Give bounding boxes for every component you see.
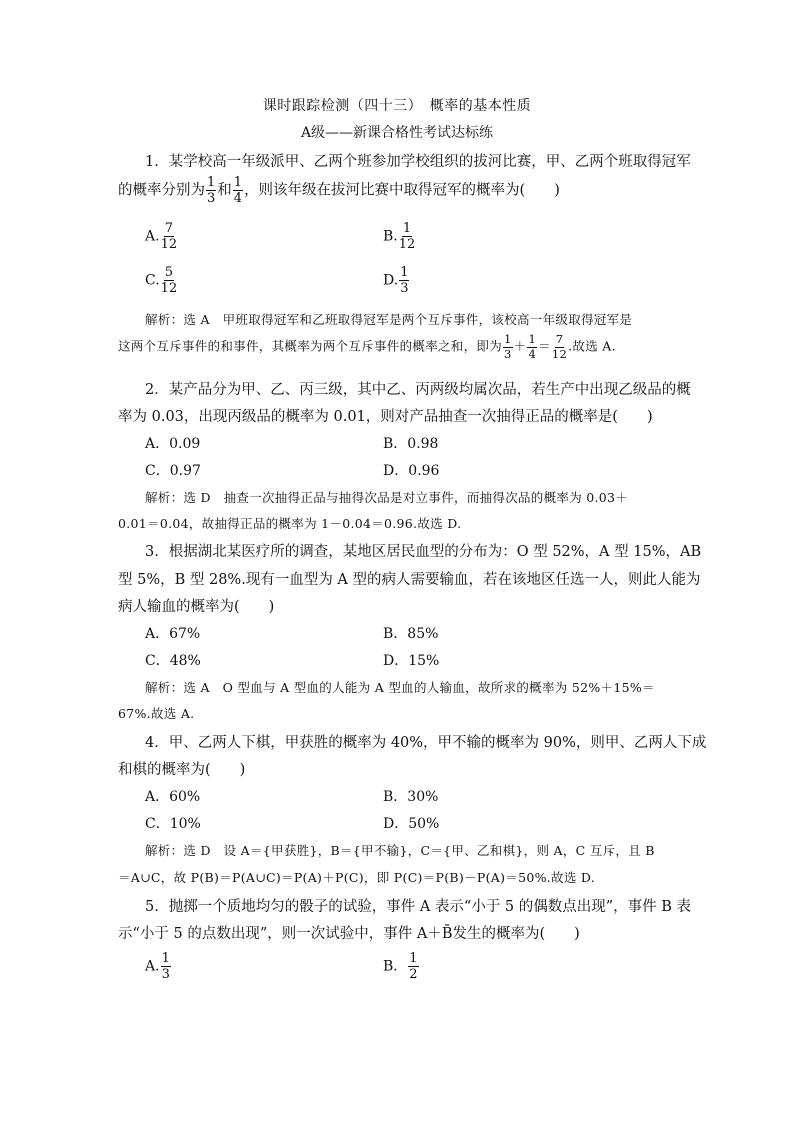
- fraction-seven-twelfths: $\frac{7}{12}$: [551, 332, 568, 361]
- q3-option-d: D．15%: [383, 653, 440, 669]
- q2-stem-line-1: 2．某产品分为甲、乙、丙三级，其中乙、丙两级均属次品，若生产中出现乙级品的概: [145, 382, 691, 398]
- q4-option-c: C．10%: [145, 816, 201, 832]
- q1-option-c: C. $\frac{5}{12}$: [145, 265, 178, 296]
- q3-stem-line-2: 型 5%，B 型 28%.现有一血型为 A 型的病人需要输血，若在该地区任选一人，则此人能为: [118, 572, 701, 588]
- q4-stem-line-2: 和棋的概率为( ): [118, 762, 246, 778]
- q2-option-d: D．0.96: [383, 463, 440, 479]
- q3-stem-line-1: 3．根据湖北某医疗所的调查，某地区居民血型的分布为：O 型 52%，A 型 15%，AB: [145, 544, 702, 560]
- q1-option-b: B. $\frac{1}{12}$: [383, 221, 416, 252]
- fraction-one-quarter: $\frac{1}{4}$: [528, 332, 537, 361]
- q4-stem-line-1: 4．甲、乙两人下棋，甲获胜的概率为 40%，甲不输的概率为 90%，则甲、乙两人下成: [145, 735, 707, 751]
- q4-solution-line-1: 解析：选 D 设 A＝{甲获胜}，B＝{甲不输}，C＝{甲、乙和棋}，则 A，C 互斥，且 B: [145, 843, 655, 858]
- q5-option-b: B． $\frac{1}{2}$: [383, 951, 418, 982]
- fraction-one-third: $\frac{1}{3}$: [504, 332, 512, 361]
- q1-option-a: A. $\frac{7}{12}$: [145, 221, 178, 252]
- option-fraction: $\frac{7}{12}$: [160, 221, 178, 252]
- q1-stem-line-2: 的概率分别为 $\frac{1}{3}$ 和 $\frac{1}{4}$ ，则该年级在拔河比赛中取得冠军的概率为( ): [118, 175, 560, 206]
- q5-stem-line-2: 示“小于 5 的点数出现”，则一次试验中，事件 A＋B̄发生的概率为( ): [118, 926, 580, 942]
- fraction-one-quarter: $\frac{1}{4}$: [233, 175, 243, 206]
- q2-stem-line-2: 率为 0.03，出现丙级品的概率为 0.01，则对产品抽查一次抽得正品的概率是( ): [118, 409, 653, 425]
- q2-solution-line-2: 0.01＝0.04，故抽得正品的概率为 1－0.04＝0.96.故选 D.: [118, 516, 462, 531]
- q3-solution-line-2: 67%.故选 A.: [118, 706, 195, 721]
- fraction-one-third: $\frac{1}{3}$: [207, 175, 216, 206]
- q5-option-a: A. $\frac{1}{3}$: [145, 951, 170, 982]
- q3-option-a: A．67%: [145, 626, 201, 642]
- option-fraction: $\frac{5}{12}$: [160, 265, 178, 296]
- q3-stem-line-3: 病人输血的概率为( ): [118, 599, 275, 615]
- q1-stem-line-1: 1．某学校高一年级派甲、乙两个班参加学校组织的拔河比赛，甲、乙两个班取得冠军: [145, 154, 691, 170]
- option-fraction: $\frac{1}{12}$: [398, 221, 416, 252]
- option-fraction: $\frac{1}{2}$: [409, 951, 418, 982]
- page-title: 课时跟踪检测（四十三） 概率的基本性质: [262, 98, 532, 114]
- q2-option-b: B．0.98: [383, 436, 439, 452]
- section-level-heading: A级——新课合格性考试达标练: [300, 125, 494, 141]
- q1-option-d: D. $\frac{1}{3}$: [383, 265, 409, 296]
- q3-option-b: B．85%: [383, 626, 439, 642]
- q1-solution-line-2: 这两个互斥事件的和事件，其概率为两个互斥事件的概率之和，即为 $\frac{1}{3}$ ＋ $\frac{1}{4}$ ＝ $\frac{7}{12}$ .故选 A.: [118, 332, 616, 361]
- q4-option-a: A．60%: [145, 789, 201, 805]
- q4-solution-line-2: ＝A∪C，故 P(B)＝P(A∪C)＝P(A)＋P(C)，即 P(C)＝P(B)－P(A)＝50%.故选 D.: [118, 870, 596, 885]
- q3-solution-line-1: 解析：选 A O 型血与 A 型血的人能为 A 型血的人输血，故所求的概率为 52%＋15%＝: [145, 680, 655, 695]
- q4-option-d: D．50%: [383, 816, 440, 832]
- q2-solution-line-1: 解析：选 D 抽查一次抽得正品与抽得次品是对立事件，而抽得次品的概率为 0.03＋: [145, 490, 629, 505]
- q3-option-c: C．48%: [145, 653, 201, 669]
- option-fraction: $\frac{1}{3}$: [400, 265, 409, 296]
- q2-option-c: C．0.97: [145, 463, 201, 479]
- q2-option-a: A．0.09: [145, 436, 201, 452]
- q1-solution-line-1: 解析：选 A 甲班取得冠军和乙班取得冠军是两个互斥事件，该校高一年级取得冠军是: [145, 312, 633, 327]
- option-fraction: $\frac{1}{3}$: [161, 951, 170, 982]
- q5-stem-line-1: 5．抛掷一个质地均匀的骰子的试验，事件 A 表示“小于 5 的偶数点出现”，事件 B 表: [145, 899, 692, 915]
- q4-option-b: B．30%: [383, 789, 439, 805]
